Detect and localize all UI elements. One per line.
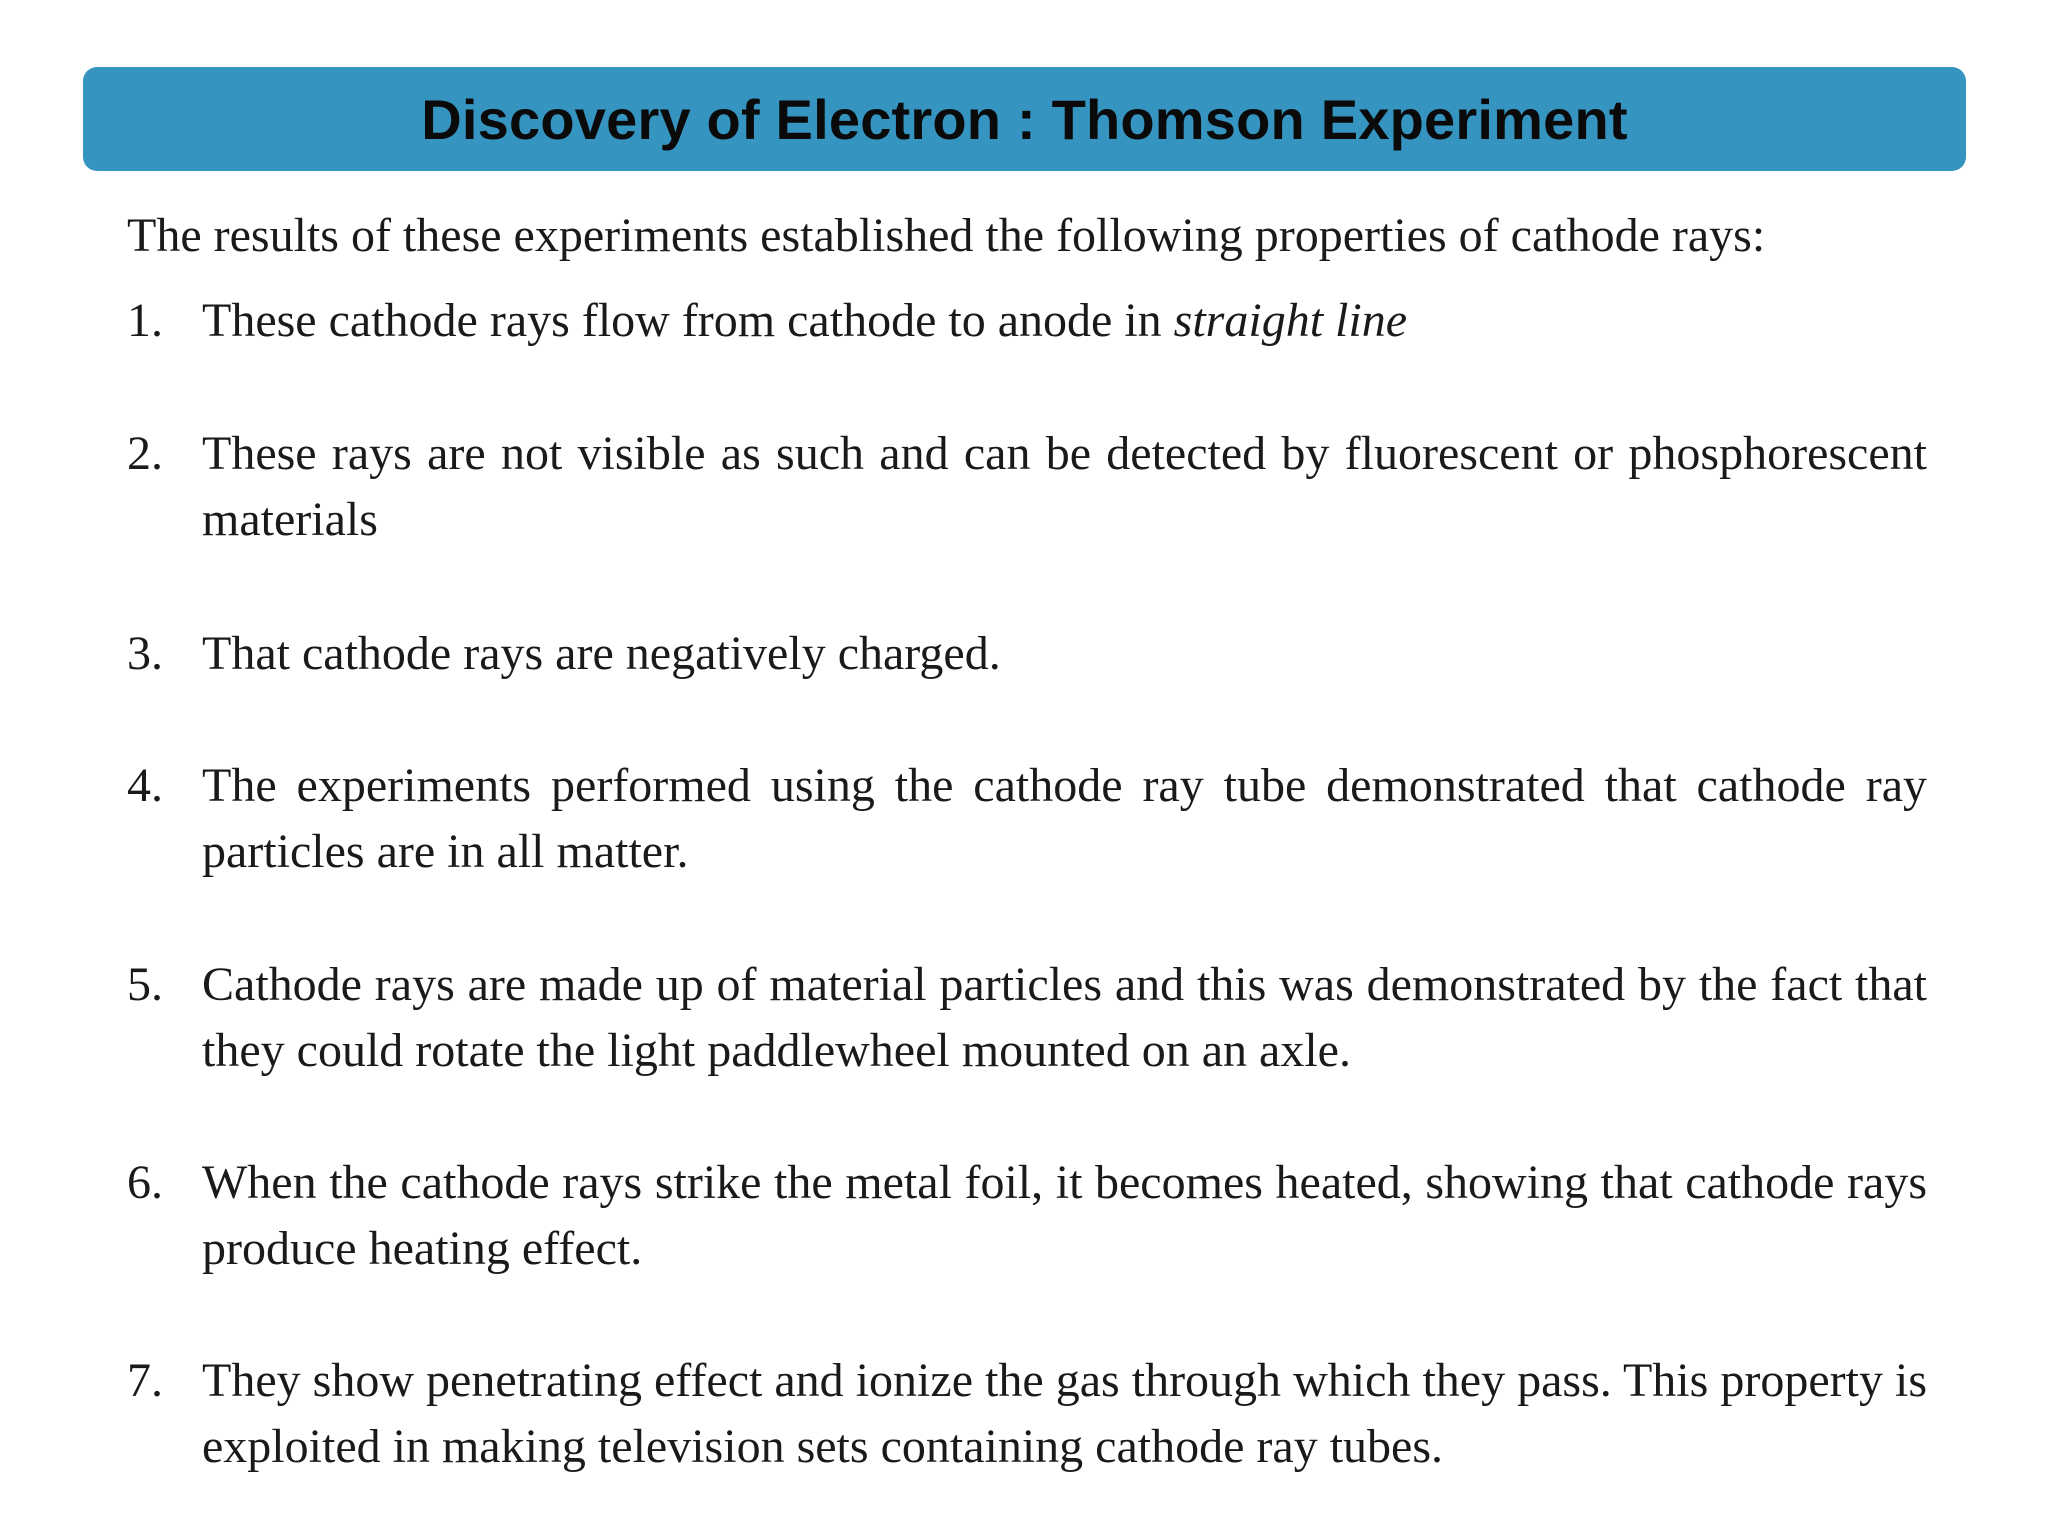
list-text: When the cathode rays strike the metal foil, it becomes heated, showing that cathode rays produce heating effect.: [202, 1156, 1927, 1275]
list-text: That cathode rays are negatively charged.: [202, 627, 1001, 680]
list-number: 6.: [127, 1156, 163, 1209]
list-number: 5.: [127, 958, 163, 1011]
list-text: They show penetrating effect and ionize the gas through which they pass. This property is exploited in making television sets containing cathode ray tubes.: [202, 1354, 1927, 1473]
list-number: 1.: [127, 294, 163, 347]
intro-paragraph: The results of these experiments established the following properties of cathode rays:: [127, 209, 1766, 262]
list-number: 3.: [127, 627, 163, 680]
list-text: These cathode rays flow from cathode to anode in straight line: [202, 294, 1407, 347]
list-item-6: [127, 1150, 1927, 1282]
list-number: 7.: [127, 1354, 163, 1407]
list-text: Cathode rays are made up of material particles and this was demonstrated by the fact that they could rotate the light paddlewheel mounted on an axle.: [202, 958, 1927, 1077]
list-item-2: [127, 421, 1927, 553]
list-item-7: [127, 1348, 1927, 1480]
list-item-5: [127, 952, 1927, 1084]
list-item-4: [127, 753, 1927, 885]
page-title: Discovery of Electron : Thomson Experiment: [421, 87, 1628, 151]
list-item-1: [127, 288, 1927, 354]
list-number: 4.: [127, 759, 163, 812]
title-banner: [83, 67, 1966, 171]
list-text: These rays are not visible as such and can be detected by fluorescent or phosphorescent materials: [202, 427, 1927, 546]
emphasis-text: straight line: [1173, 294, 1407, 347]
list-item-3: [127, 621, 1927, 687]
list-text: The experiments performed using the cathode ray tube demonstrated that cathode ray particles are in all matter.: [202, 759, 1927, 878]
list-number: 2.: [127, 427, 163, 480]
